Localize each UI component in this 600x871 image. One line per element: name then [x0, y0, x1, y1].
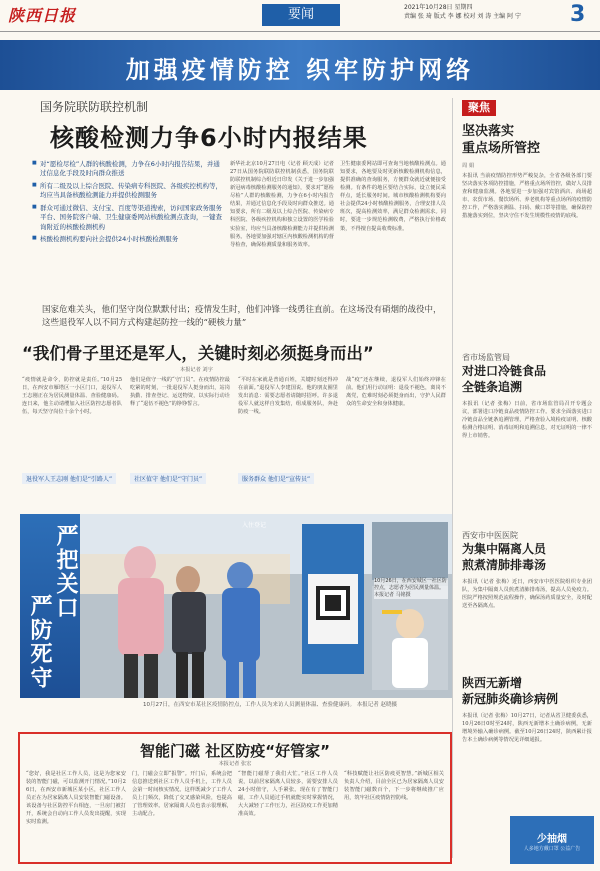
- psa-ad: [510, 816, 594, 864]
- veterans-col-4: [346, 376, 446, 508]
- editors-text: 责编 张 琦 版式 李 娜 校对 刘 涛 主编 阿 宁: [404, 13, 521, 20]
- side-slogan-1: 严把关口: [53, 524, 78, 620]
- summary-item: ■ 对“愿检尽检”人群的核酸检测，力争在6小时内报告结果，并通过信息化手段及时向群众推送: [32, 160, 222, 179]
- veterans-col-4-text: 战“疫”还在继续，退役军人们始终冲锋在前。他们用行动证明：退役不褪色，离岗不离党，危难时刻必须挺身而出，守护人民群众的生命安全和身体健康。: [346, 377, 446, 408]
- news-photo-illustration: [80, 514, 452, 698]
- boxed-article: [18, 732, 452, 864]
- veterans-subhead-1: 退役军人王志刚 他们是“引路人”: [22, 473, 116, 484]
- photo-caption: 10月27日，在西安市某社区疫情防控点，工作人员为来访人员测量体温、查验健康码。 本报记者 赵晓摄: [143, 702, 397, 708]
- slogan-text: 加强疫情防控 织牢防护网络: [125, 56, 475, 84]
- veterans-col-1-text: “疫情就是命令，防控就是责任。”10月25日，在西安市雁塔区一小区门口，退役军人王志刚正在为居民测量体温、查验健康码。连日来，他主动请缨加入社区防控志愿者队伍，每天坚守岗位十余个小时。: [22, 377, 122, 416]
- lead-kicker: 国务院联防联控机制: [40, 100, 149, 114]
- rc-mid-headline: 对进口冷链食品 全链条追溯: [462, 364, 547, 394]
- psa-title: 少抽烟: [537, 834, 567, 845]
- rc-low-kicker: 西安市中医医院: [462, 531, 518, 540]
- section-label: 要闻: [262, 4, 340, 26]
- veterans-col-1: [22, 376, 122, 508]
- boxed-article-col-2: 门，门磁会立即“报警”。开门后，系统会把信息推送到社区工作人员手机上，工作人员会第一时间核实情况。这样既减少了工作人员上门频次，降低了交叉感染风险，也提高了管理效率。居家隔离人员也表示很理解，主动配合。: [132, 771, 232, 818]
- rc-bottom-headline: 陕西无新增 新冠肺炎确诊病例: [462, 676, 559, 706]
- lead-headline: 核酸检测力争6小时内报结果: [50, 124, 368, 152]
- veterans-col-3-text: “平时在家就是普通百姓，关键时刻还得冲在前面。”退役军人李建国说。他的朋友圈里发出消息：需要志愿者请随时招呼。许多退役军人就这样自发集结，组成服务队，奔赴防疫一线。: [238, 377, 338, 416]
- boxed-article-byline: 本报记者 张宏: [218, 761, 252, 767]
- photo-side-panel: [20, 514, 80, 698]
- side-slogan-2: 严防死守: [27, 594, 52, 690]
- psa-subtitle: 人多地方戴口罩 公益广告: [523, 846, 581, 852]
- veterans-col-3: [238, 376, 338, 508]
- newspaper-logo: 陕西日报: [8, 6, 77, 25]
- lead-body-right: 卫生健康委网站即可查询当地核酸检测点。通知要求，各地要及时更新核酸检测机构信息，提供准确的查询服务，方便群众就近就便接受检测。有条件的地区要结合实际，设立便民采样点，延长服务时间。城市核酸检测机构要向社会提供24小时核酸检测服务，合理安排人员班次，提高检测效率，满足群众检测需求。同时，要进一步规范检测收费，严格执行价格政策，不得擅自提高收费标准。: [340, 161, 446, 232]
- lead-summary-box: [32, 160, 222, 258]
- veterans-intro: 国家危难关头，他们坚守岗位默默付出；疫情发生时，他们冲锋一线勇往直前。在这场没有硝烟的战役中，这些退役军人以不同方式构建起防控一线的“硬核力量”: [42, 305, 442, 328]
- section-tag: 聚焦: [462, 100, 496, 116]
- rc-bottom-body: 本报讯（记者 张梅）10月27日，记者从省卫健委获悉，10月26日0时至24时，陕西无新增本土确诊病例，无新增境外输入确诊病例。截至10月26日24时，陕西累计报告本土确诊病例等情况见详细通报。: [462, 713, 592, 744]
- veterans-col-2-text: 他们是值守一线的“守门员”。在疫情防控最吃紧的时刻，一批退役军人挺身而出，站岗执勤、排查登记、运送物资，以实际行动诠释了“退伍不褪色”的铮铮誓言。: [130, 377, 230, 408]
- news-photo: [80, 514, 452, 698]
- boxed-article-headline: 智能门磁 社区防疫“好管家”: [140, 742, 330, 760]
- rc-low-headline: 为集中隔离人员 煎煮清肺排毒汤: [462, 542, 547, 572]
- boxed-article-col-3: “智能门磁帮了我们大忙。”社区工作人员说，以前居家隔离人员较多，需要安排人员24小时值守，人手紧张。现在有了智能门磁，工作人员通过手机就能实时掌握情况，大大减轻了工作压力，社区防疫工作更加精准高效。: [238, 771, 338, 818]
- summary-item: ■ 所有二级及以上综合医院、传染病专科医院、各级疾控机构等，均应当具备核酸检测能力并提供检测服务: [32, 182, 222, 201]
- rc-mid-body: 本报讯（记者 张梅）日前，省市场监管局召开专题会议，部署进口冷链食品疫情防控工作。要求全面落实进口冷链食品全链条追溯管理，严格查验入境检疫证明、核酸检测合格证明、消毒证明和追溯信息，对无证明的一律不得上市销售。: [462, 401, 592, 440]
- inset-caption: 10月26日，在西安城区一社区防控点，志愿者为居民测量体温。 本报记者 马铭摄: [374, 578, 447, 598]
- summary-item: ■ 群众可通过微信、支付宝、百度等渠道搜索，访问国家政务服务平台、国务院客户端、卫生健康委网站核酸检测点查询，一键查询附近的核酸检测机构: [32, 204, 222, 232]
- veterans-subhead-2: 社区值守 他们是“守门员”: [130, 473, 206, 484]
- lead-body-left: 新华社北京10月27日电（记者 顾天成）记者27日从国务院联防联控机制获悉，国务院联防联控机制综合组近日印发《关于进一步加强新冠病毒核酸检测服务的通知》，要求对“愿检尽检”人群的核酸检测，力争在6小时内报告结果，并通过信息化手段及时向群众推送。通知要求，所有二级及以上综合医院、传染病专科医院、各级疾控机构和独立设置的医学检验实验室，均应当具备核酸检测能力并提供检测服务。各地要加强对辖区内核酸检测机构的督导检查，确保检测质量和服务效率。: [230, 161, 334, 248]
- rc-top-headline: 坚决落实 重点场所管控: [462, 124, 541, 156]
- boxed-article-col-1: “您好，我是社区工作人员，这是为您家安装的智能门磁，可以监测开门情况。”10月26日，在西安市新城区某小区，社区工作人员正在为居家隔离人员安装智能门磁设备。该设备与社区防控平台相连，一旦房门被打开，系统会自动向工作人员发出提醒，实现实时监测。: [26, 771, 126, 826]
- rc-top-byline: 周 娟: [462, 163, 475, 169]
- kiosk-sign-text: 入住登记: [241, 522, 266, 529]
- rc-top-body: 本报讯 当前疫情防控形势严峻复杂，全省各级各部门要坚决落实各项防控措施，严格重点场所管控，做好人员排查和健康监测。各地要进一步加强对宾馆酒店、商场超市、农贸市场、餐饮场所、养老机构等重点场所的疫情防控工作，严格落实测温、扫码、戴口罩等措施，确保防控措施落实到位，坚决守住不发生规模性疫情的底线。: [462, 173, 592, 220]
- dateline: [404, 3, 564, 21]
- veterans-subhead-3: 服务群众 他们是“宣传员”: [238, 473, 314, 484]
- page-number: 3: [570, 2, 586, 27]
- column-divider: [452, 98, 453, 858]
- summary-item: ■ 核酸检测机构要向社会提供24小时核酸检测服务: [32, 235, 222, 244]
- veterans-headline: “我们骨子里还是军人，关键时刻必须挺身而出”: [22, 344, 374, 363]
- rc-low-body: 本报讯（记者 张梅）近日，西安市中医医院组织专业团队，为集中隔离人员煎煮清肺排毒汤，提高人员免疫力。医院严格按照规范流程操作，确保汤药质量安全，及时配送至各隔离点。: [462, 579, 592, 610]
- veterans-col-2: [130, 376, 230, 508]
- masthead: [0, 0, 600, 32]
- date-text: 2021年10月28日 星期四: [404, 4, 473, 11]
- veterans-byline: 本报记者 刘宇: [180, 367, 213, 373]
- rc-mid-kicker: 省市场监管局: [462, 353, 510, 362]
- boxed-article-col-4: “科技赋能让社区防疫更智慧。”新城区相关负责人介绍，目前全区已为居家隔离人员安装智能门磁数百个，下一步将继续推广应用，筑牢社区疫情防控防线。: [344, 771, 444, 802]
